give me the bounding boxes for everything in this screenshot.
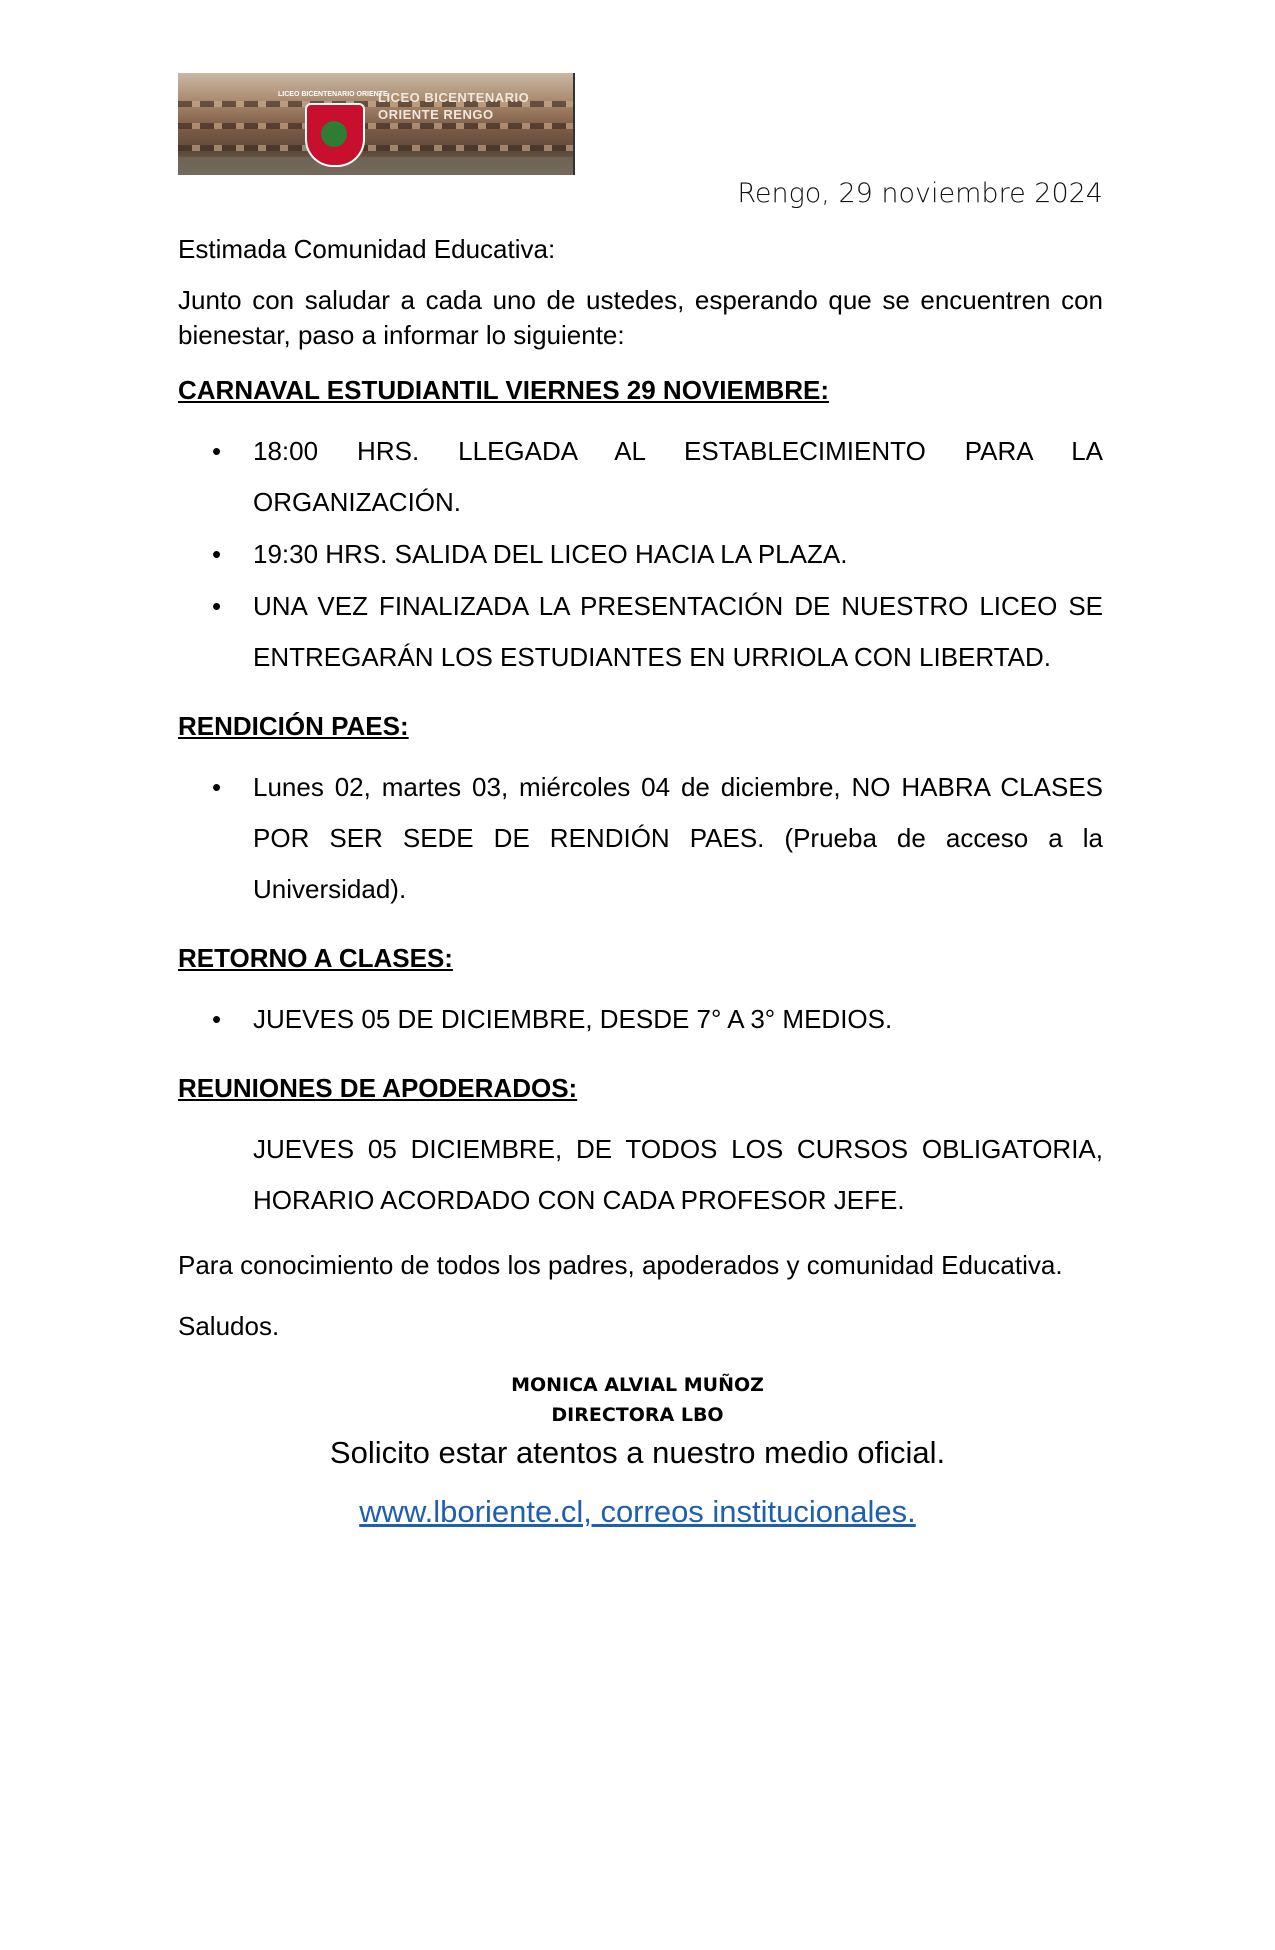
logo-line-2: ORIENTE RENGO (378, 107, 494, 122)
school-banner-logo (178, 73, 575, 175)
logo-line-1: LICEO BICENTENARIO (378, 90, 530, 105)
school-crest-icon (305, 103, 365, 167)
list-item: • UNA VEZ FINALIZADA LA PRESENTACIÓN DE NUESTRO LICEO SE ENTREGARÁN LOS ESTUDIANTES EN URRIOLA CON LIBERTAD. (178, 581, 1103, 683)
letter-body (178, 232, 1103, 1534)
section-heading-reuniones: REUNIONES DE APODERADOS: (178, 1073, 578, 1103)
banner-logo-text (378, 89, 529, 123)
list-item: • JUEVES 05 DE DICIEMBRE, DESDE 7° A 3° MEDIOS. (178, 994, 1103, 1045)
section-heading-retorno: RETORNO A CLASES: (178, 943, 453, 973)
intro-paragraph: Junto con saludar a cada uno de ustedes, esperando que se encuentren con bienestar, paso a informar lo siguiente: (178, 285, 1103, 350)
farewell: Saludos. (178, 1311, 280, 1341)
list-item: • 18:00 HRS. LLEGADA AL ESTABLECIMIENTO PARA LA ORGANIZACIÓN. (178, 426, 1103, 528)
list-item: • 19:30 HRS. SALIDA DEL LICEO HACIA LA PLAZA. (178, 529, 1103, 580)
crest-caption: LICEO BICENTENARIO ORIENTE (278, 91, 388, 98)
salutation: Estimada Comunidad Educativa: (178, 234, 556, 264)
list-item: • Lunes 02, martes 03, miércoles 04 de diciembre, NO HABRA CLASES POR SER SEDE DE RENDIÓN PAES. (Prueba de acceso a la Universidad). (178, 762, 1103, 915)
carnaval-list (178, 426, 1103, 683)
signature-block (0, 1370, 1275, 1430)
signatory-title: DIRECTORA LBO (551, 1404, 724, 1426)
signatory-name: MONICA ALVIAL MUÑOZ (511, 1374, 764, 1396)
retorno-list (178, 994, 1103, 1045)
section-heading-paes: RENDICIÓN PAES: (178, 711, 409, 741)
section-heading-carnaval: CARNAVAL ESTUDIANTIL VIERNES 29 NOVIEMBRE: (178, 375, 830, 405)
website-link[interactable]: www.lboriente.cl, correos institucionales. (359, 1494, 916, 1529)
letter-date: Rengo, 29 noviembre 2024 (737, 178, 1103, 209)
official-notice: Solicito estar atentos a nuestro medio oficial. (329, 1435, 946, 1470)
closing-paragraph: Para conocimiento de todos los padres, apoderados y comunidad Educativa. (178, 1250, 1063, 1280)
website-link-container (0, 1489, 1275, 1534)
paes-list (178, 762, 1103, 915)
reuniones-paragraph: JUEVES 05 DICIEMBRE, DE TODOS LOS CURSOS OBLIGATORIA, HORARIO ACORDADO CON CADA PROFESOR JEFE. (253, 1134, 1103, 1215)
